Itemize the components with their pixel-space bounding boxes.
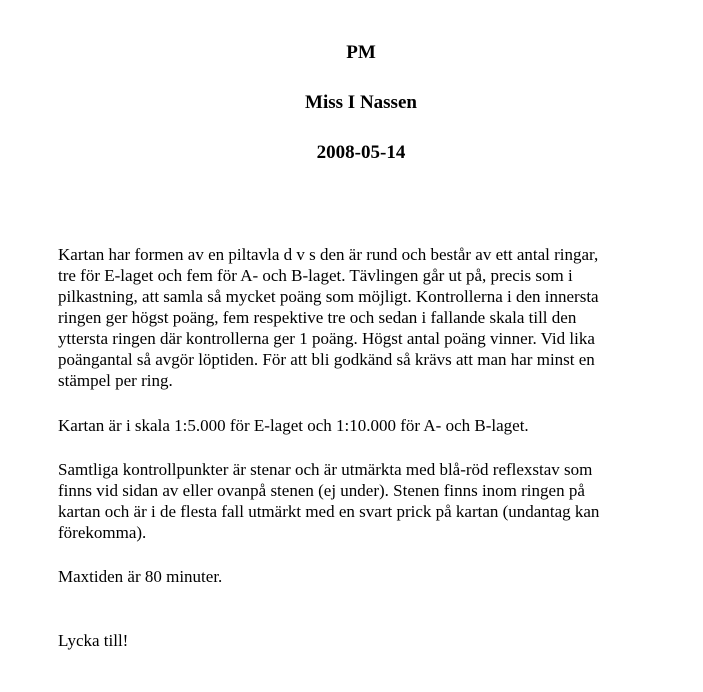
text-line: pilkastning, att samla så mycket poäng som möjligt. Kontrollerna i den innersta — [58, 287, 599, 306]
text-line: kartan och är i de flesta fall utmärkt med en svart prick på kartan (undantag kan — [58, 502, 600, 521]
text-line: Kartan har formen av en piltavla d v s den är rund och består av ett antal ringar, — [58, 245, 599, 264]
text-line: yttersta ringen där kontrollerna ger 1 poäng. Högst antal poäng vinner. Vid lika — [58, 329, 595, 348]
text-line: Maxtiden är 80 minuter. — [58, 567, 223, 586]
text-line: Samtliga kontrollpunkter är stenar och är utmärkta med blå-röd reflexstav som — [58, 460, 593, 479]
controls-paragraph — [58, 459, 678, 543]
maxtime-paragraph — [58, 566, 678, 587]
text-line: Lycka till! — [58, 631, 129, 650]
text-line: poängantal så avgör löptiden. För att bli godkänd så krävs att man har minst en — [58, 350, 595, 369]
document-subtitle: Miss I Nassen — [305, 92, 417, 113]
text-line: Kartan är i skala 1:5.000 för E-laget och 1:10.000 för A- och B-laget. — [58, 416, 529, 435]
scale-paragraph — [58, 415, 678, 436]
rules-paragraph — [58, 244, 678, 391]
document-date: 2008-05-14 — [316, 142, 406, 163]
closing-line — [58, 630, 678, 651]
document-title: PM — [346, 42, 376, 63]
text-line: finns vid sidan av eller ovanpå stenen (ej under). Stenen finns inom ringen på — [58, 481, 585, 500]
text-line: tre för E-laget och fem för A- och B-laget. Tävlingen går ut på, precis som i — [58, 266, 573, 285]
text-line: ringen ger högst poäng, fem respektive tre och sedan i fallande skala till den — [58, 308, 577, 327]
text-line: förekomma). — [58, 523, 147, 542]
text-line: stämpel per ring. — [58, 371, 173, 390]
